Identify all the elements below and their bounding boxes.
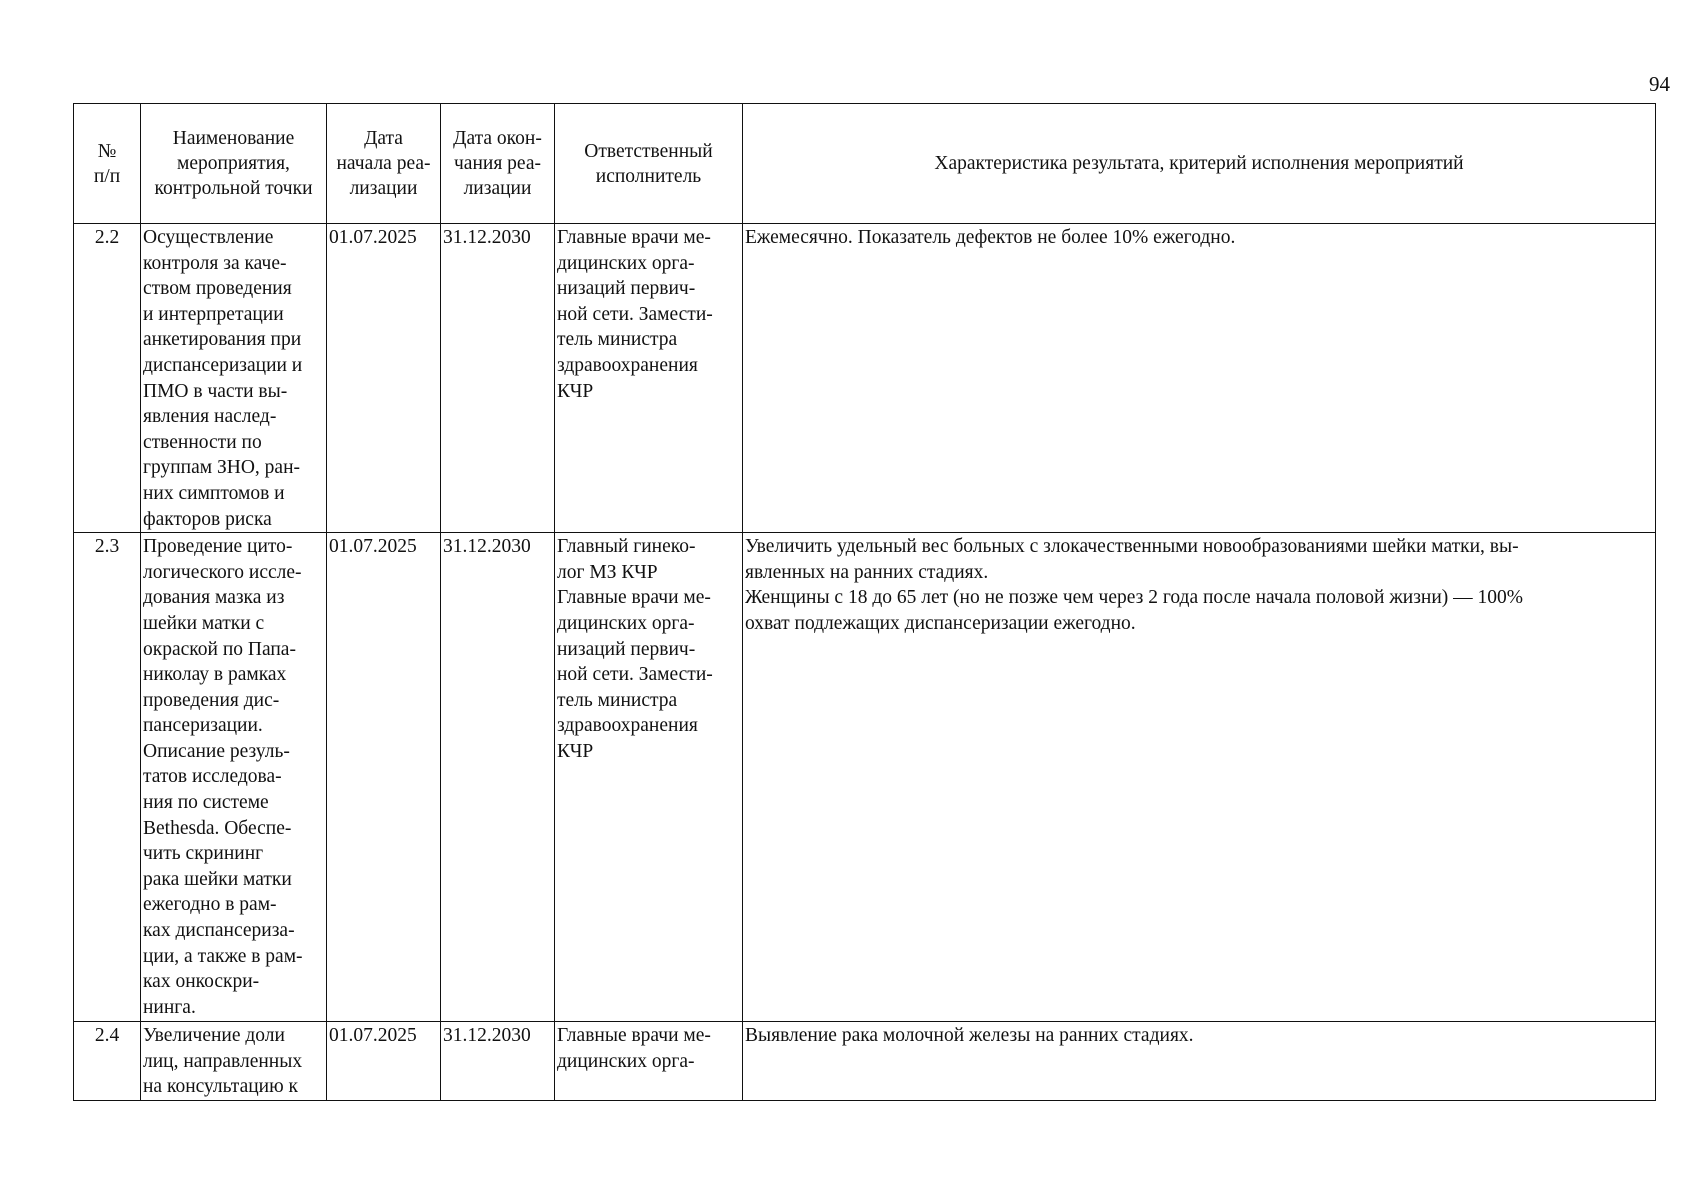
row-name: Осуществление контроля за каче- ством проведения и интерпретации анкетирования при диспансеризации и ПМО в части вы- явления наслед- ственности по группам ЗНО, ран- них симптомов и факторов риска — [141, 224, 327, 533]
row-end-date: 31.12.2030 — [441, 1022, 555, 1101]
row-end-date: 31.12.2030 — [441, 224, 555, 533]
row-responsible: Главные врачи ме- дицинских орга- — [555, 1022, 743, 1101]
row-result-line: охват подлежащих диспансеризации ежегодно. — [745, 612, 1136, 634]
table-row — [74, 533, 1656, 1022]
row-result — [743, 224, 1656, 533]
row-start-date: 01.07.2025 — [327, 224, 441, 533]
row-responsible: Главные врачи ме- дицинских орга- низаций первич- ной сети. Замести- тель министра здравоохранения КЧР — [555, 224, 743, 533]
row-num: 2.2 — [74, 224, 141, 533]
header-end-date: Дата окон- чания реа- лизации — [441, 104, 555, 224]
row-start-date: 01.07.2025 — [327, 1022, 441, 1101]
row-start-date: 01.07.2025 — [327, 533, 441, 1022]
row-name: Увеличение доли лиц, направленных на консультацию к — [141, 1022, 327, 1101]
row-result-line: Выявление рака молочной железы на ранних стадиях. — [745, 1025, 1194, 1047]
row-name: Проведение цито- логического иссле- дования мазка из шейки матки с окраской по Папа- николау в рамках проведения дис- пансеризации. Описание резуль- татов исследова- ния по системе Bethesda. Обеспе- чить скрининг рака шейки матки ежегодно в рам- ках диспансериза- ции, а также в рам- ках онкоскри- нинга. — [141, 533, 327, 1022]
row-result-line: Женщины с 18 до 65 лет (но не позже чем через 2 года после начала половой жизни) — 100% — [745, 587, 1524, 609]
row-result-line: Ежемесячно. Показатель дефектов не более 10% ежегодно. — [745, 227, 1236, 248]
header-start-date: Дата начала реа- лизации — [327, 104, 441, 224]
table-row — [74, 1022, 1656, 1101]
activities-table — [73, 103, 1656, 1101]
row-result-line: явленных на ранних стадиях. — [745, 561, 989, 583]
row-result — [743, 533, 1656, 1022]
header-name: Наименование мероприятия, контрольной точки — [141, 104, 327, 224]
row-responsible: Главный гинеко- лог МЗ КЧР Главные врачи ме- дицинских орга- низаций первич- ной сети. Замести- тель министра здравоохранения КЧР — [555, 533, 743, 1022]
row-num: 2.4 — [74, 1022, 141, 1101]
row-result-line: Увеличить удельный вес больных с злокачественными новообразованиями шейки матки, вы- — [745, 536, 1519, 558]
header-responsible: Ответственный исполнитель — [555, 104, 743, 224]
row-result — [743, 1022, 1656, 1101]
header-num: № п/п — [74, 104, 141, 224]
table-row — [74, 224, 1656, 533]
table-header-row — [74, 104, 1656, 224]
page-number: 94 — [1649, 72, 1670, 96]
header-result: Характеристика результата, критерий исполнения мероприятий — [743, 104, 1656, 224]
row-num: 2.3 — [74, 533, 141, 1022]
row-end-date: 31.12.2030 — [441, 533, 555, 1022]
